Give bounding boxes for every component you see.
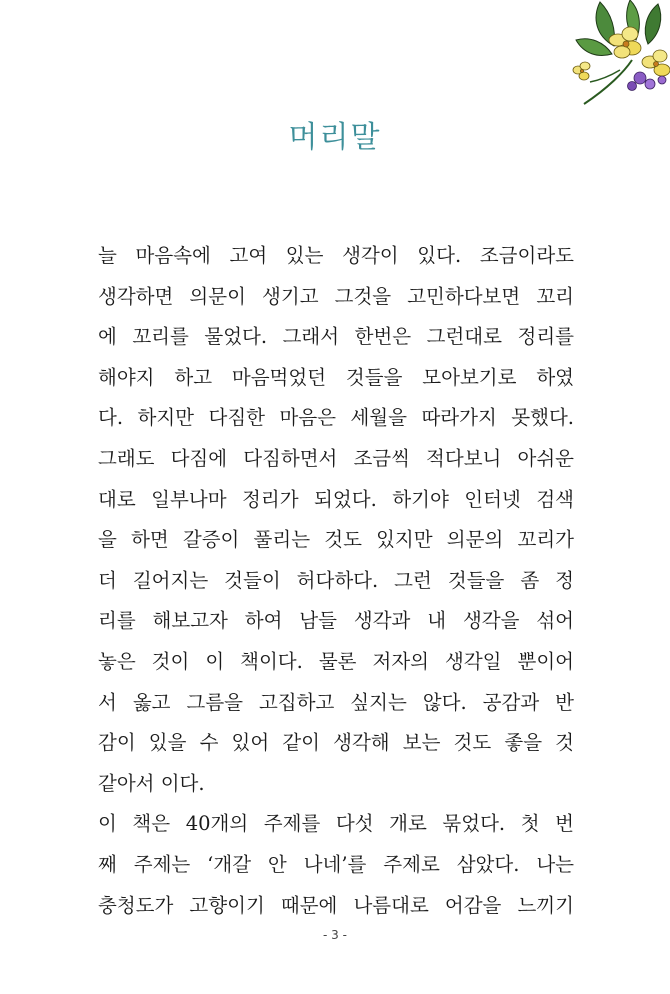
text-line: 을 하면 갈증이 풀리는 것도 있지만 의문의 꼬리가 <box>98 528 574 552</box>
text-line: 대로 일부나마 정리가 되었다. 하기야 인터넷 검색 <box>98 487 574 511</box>
text-line: 째 주제는 ‘개갈 안 나네’를 주제로 삼았다. 나는 <box>98 852 574 876</box>
body-text <box>98 236 574 926</box>
page-number: - 3 - <box>323 928 347 942</box>
text-line: 같아서 이다. <box>98 771 205 795</box>
text-line: 더 길어지는 것들이 허다하다. 그런 것들을 좀 정 <box>98 568 574 592</box>
text-line: 생각하면 의문이 생기고 그것을 고민하다보면 꼬리 <box>98 284 574 308</box>
text-line: 그래도 다짐에 다짐하면서 조금씩 적다보니 아쉬운 <box>98 446 574 470</box>
text-line: 감이 있을 수 있어 같이 생각해 보는 것도 좋을 것 <box>98 731 574 755</box>
text-line: 늘 마음속에 고여 있는 생각이 있다. 조금이라도 <box>98 244 574 267</box>
text-line: 리를 해보고자 하여 남들 생각과 내 생각을 섞어 <box>98 609 574 633</box>
text-line: 에 꼬리를 물었다. 그래서 한번은 그런대로 정리를 <box>98 325 574 349</box>
text-line: 다. 하지만 다짐한 마음은 세월을 따라가지 못했다. <box>98 406 574 430</box>
text-line: 놓은 것이 이 책이다. 물론 저자의 생각일 뿐이어 <box>98 649 574 673</box>
text-line: 충청도가 고향이기 때문에 나름대로 어감을 느끼기 <box>98 893 574 917</box>
text-line: 서 옳고 그름을 고집하고 싶지는 않다. 공감과 반 <box>98 690 574 714</box>
text-line: 해야지 하고 마음먹었던 것들을 모아보기로 하였 <box>98 365 574 389</box>
text-line: 이 책은 40개의 주제를 다섯 개로 묶었다. 첫 번 <box>98 812 574 836</box>
violet-flower-icon <box>570 0 670 110</box>
page-title: 머리말 <box>288 120 382 155</box>
